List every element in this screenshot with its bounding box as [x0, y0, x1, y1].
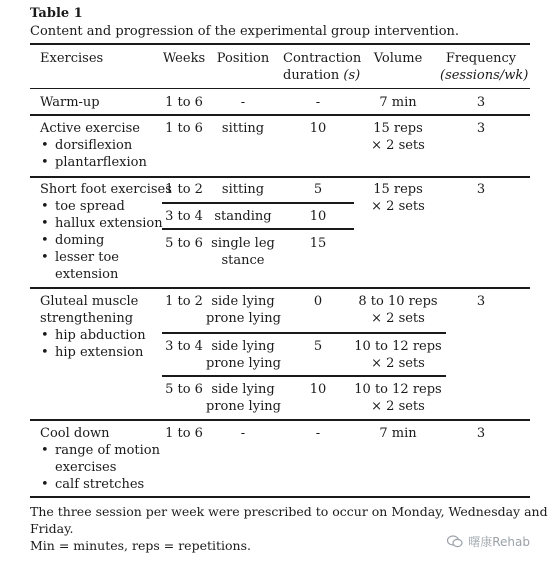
row-divider-shortfoot: [30, 287, 530, 289]
header-duration-unit: (s): [343, 68, 361, 83]
row-warmup-duration: -: [315, 95, 321, 110]
row-gluteal-weeks: 1 to 2: [165, 294, 203, 309]
table-label: Table 1: [30, 6, 83, 21]
row-shortfoot-position: single leg: [211, 236, 275, 251]
table-caption: Content and progression of the experimental group intervention.: [30, 24, 460, 39]
subrow-divider: [162, 202, 354, 204]
row-shortfoot-weeks: 5 to 6: [165, 236, 203, 251]
footnote-schedule-cont: Friday.: [30, 521, 74, 536]
row-gluteal-duration: 5: [313, 339, 323, 354]
list-item: • toe spread: [55, 198, 125, 215]
wechat-icon: [447, 535, 463, 548]
subrow-divider: [162, 332, 446, 334]
list-item: • hip extension: [55, 344, 143, 361]
row-active-volume: 15 reps: [373, 121, 423, 136]
row-divider-active: [30, 176, 530, 178]
subrow-divider: [162, 228, 354, 230]
row-shortfoot-frequency: 3: [476, 182, 486, 197]
footnote-schedule: The three session per week were prescribed to occur on Monday, Wednesday and: [30, 504, 548, 519]
row-warmup-position: -: [240, 95, 246, 110]
top-rule: [30, 43, 530, 45]
header-contraction: Contraction: [283, 51, 362, 66]
row-gluteal-position-cont: prone lying: [206, 311, 281, 326]
row-gluteal-weeks: 3 to 4: [165, 339, 203, 354]
row-cooldown-name: Cool down: [40, 426, 110, 441]
row-active-volume-sets: × 2 sets: [371, 138, 425, 153]
row-cooldown-volume: 7 min: [379, 426, 417, 441]
row-shortfoot-position-cont: stance: [221, 253, 265, 268]
row-gluteal-position: side lying: [211, 339, 275, 354]
row-cooldown-position: -: [240, 426, 246, 441]
row-warmup-volume: 7 min: [379, 95, 417, 110]
row-gluteal-frequency: 3: [476, 294, 486, 309]
row-gluteal-duration: 0: [313, 294, 323, 309]
row-shortfoot-weeks: 1 to 2: [165, 182, 203, 197]
row-gluteal-name: Gluteal muscle: [40, 294, 139, 309]
row-shortfoot-duration: 5: [313, 182, 323, 197]
row-gluteal-volume: 10 to 12 reps: [354, 339, 442, 354]
row-active-position: sitting: [221, 121, 265, 136]
row-gluteal-volume: 8 to 10 reps: [358, 294, 438, 309]
row-gluteal-position-cont: prone lying: [206, 356, 281, 371]
header-exercises: Exercises: [40, 51, 104, 66]
row-shortfoot-name: Short foot exercises: [40, 182, 172, 197]
subrow-divider: [162, 375, 446, 377]
row-shortfoot-position: standing: [214, 209, 272, 224]
row-gluteal-position-cont: prone lying: [206, 399, 281, 414]
row-active-name: Active exercise: [40, 121, 140, 136]
row-warmup-weeks: 1 to 6: [165, 95, 203, 110]
row-gluteal-duration: 10: [309, 382, 327, 397]
row-divider-warmup: [30, 114, 530, 116]
header-weeks: Weeks: [162, 51, 206, 66]
footnote-abbreviations: Min = minutes, reps = repetitions.: [30, 538, 251, 553]
row-warmup-frequency: 3: [476, 95, 486, 110]
row-cooldown-frequency: 3: [476, 426, 486, 441]
list-item: • doming: [55, 232, 104, 249]
list-item: • plantarflexion: [55, 154, 147, 171]
row-divider-gluteal: [30, 419, 530, 421]
row-shortfoot-duration: 10: [309, 209, 327, 224]
header-rule: [30, 88, 530, 89]
row-active-frequency: 3: [476, 121, 486, 136]
row-shortfoot-duration: 15: [309, 236, 327, 251]
row-shortfoot-position: sitting: [221, 182, 265, 197]
row-gluteal-volume-sets: × 2 sets: [371, 311, 425, 326]
row-cooldown-weeks: 1 to 6: [165, 426, 203, 441]
header-position: Position: [216, 51, 270, 66]
row-active-weeks: 1 to 6: [165, 121, 203, 136]
row-gluteal-weeks: 5 to 6: [165, 382, 203, 397]
row-shortfoot-volume-sets: × 2 sets: [371, 199, 425, 214]
row-gluteal-volume: 10 to 12 reps: [354, 382, 442, 397]
row-gluteal-name-cont: strengthening: [40, 311, 134, 326]
list-item-continuation: extension: [55, 267, 119, 282]
row-active-duration: 10: [309, 121, 327, 136]
list-item: • hallux extension: [55, 215, 163, 232]
row-gluteal-position: side lying: [211, 294, 275, 309]
row-shortfoot-weeks: 3 to 4: [165, 209, 203, 224]
bottom-rule: [30, 496, 530, 498]
header-frequency-unit: (sessions/wk): [440, 68, 529, 83]
list-item-continuation: exercises: [55, 460, 117, 475]
row-gluteal-volume-sets: × 2 sets: [371, 356, 425, 371]
list-item: • calf stretches: [55, 476, 144, 493]
header-duration: duration (s): [283, 68, 361, 83]
row-gluteal-volume-sets: × 2 sets: [371, 399, 425, 414]
header-volume: Volume: [373, 51, 423, 66]
list-item: • range of motion: [55, 442, 160, 459]
watermark-text: 曙康Rehab: [468, 535, 530, 549]
list-item: • lesser toe: [55, 249, 119, 266]
list-item: • hip abduction: [55, 327, 146, 344]
row-warmup-name: Warm-up: [40, 95, 100, 110]
list-item: • dorsiflexion: [55, 137, 132, 154]
header-frequency: Frequency: [445, 51, 517, 66]
watermark: [447, 533, 530, 550]
row-shortfoot-volume: 15 reps: [373, 182, 423, 197]
row-cooldown-duration: -: [315, 426, 321, 441]
row-gluteal-position: side lying: [211, 382, 275, 397]
